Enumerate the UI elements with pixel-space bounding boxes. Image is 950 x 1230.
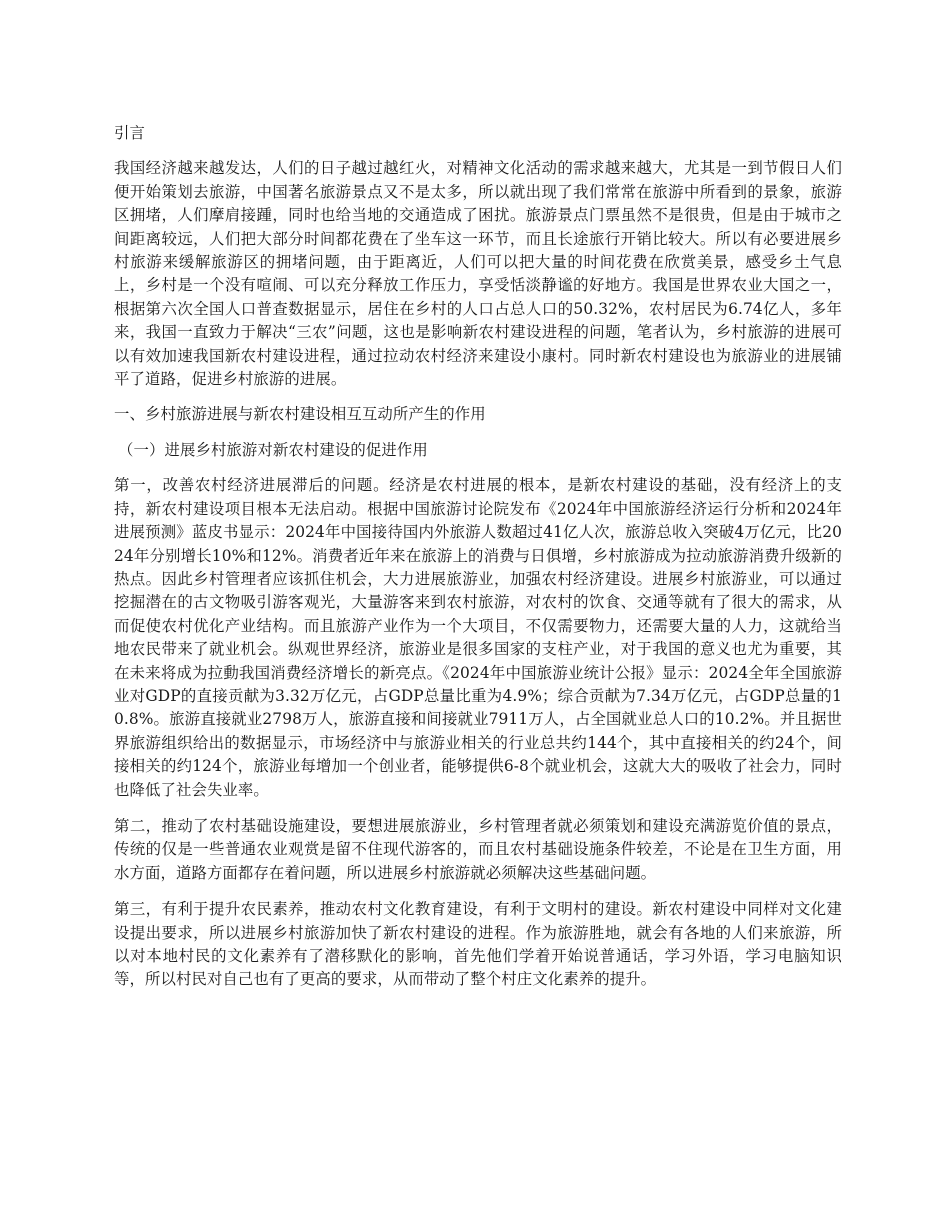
- intro-paragraph: 我国经济越来越发达，人们的日子越过越红火，对精神文化活动的需求越来越大，尤其是一到节假日人们便开始策划去旅游，中国著名旅游景点又不是太多，所以就出现了我们常常在旅游中所看到的景象，旅游区拥堵，人们摩肩接踵，同时也给当地的交通造成了困扰。旅游景点门票虽然不是很贵，但是由于城市之间距离较远，人们把大部分时间都花费在了坐车这一环节，而且长途旅行开销比较大。所以有必要进展乡村旅游来缓解旅游区的拥堵问题，由于距离近，人们可以把大量的时间花费在欣赏美景，感受乡土气息上，乡村是一个没有喧闹、可以充分释放工作压力，享受恬淡静谧的好地方。我国是世界农业大国之一，根据第六次全国人口普查数据显示，居住在乡村的人口占总人口的50.32%，农村居民为6.74亿人，多年来，我国一直致力于解决“三农”问题，这也是影响新农村建设进程的问题，笔者认为，乡村旅游的进展可以有效加速我国新农村建设进程，通过拉动农村经济来建设小康村。同时新农村建设也为旅游业的进展铺平了道路，促进乡村旅游的进展。: [114, 159, 842, 389]
- body-paragraph-2: 第二，推动了农村基础设施建设，要想进展旅游业，乡村管理者就必须策划和建设充满游览价值的景点，传统的仅是一些普通农业观赏是留不住现代游客的，而且农村基础设施条件较差，不论是在卫生方面，用水方面，道路方面都存在着问题，所以进展乡村旅游就必须解决这些基础问题。: [114, 816, 842, 882]
- subsection-heading: （一）进展乡村旅游对新农村建设的促进作用: [118, 440, 428, 459]
- document-page: [114, 122, 842, 1005]
- section-heading: 一、乡村旅游进展与新农村建设相互互动所产生的作用: [114, 405, 486, 424]
- body-paragraph-1: 第一，改善农村经济进展滞后的问题。经济是农村进展的根本，是新农村建设的基础，没有经济上的支持，新农村建设项目根本无法启动。根据中国旅游讨论院发布《2024年中国旅游经济运行分析和2024年进展预测》蓝皮书显示：2024年中国接待国内外旅游人数超过41亿人次，旅游总收入突破4万亿元，比2024年分别增长10%和12%。消费者近年来在旅游上的消费与日俱增，乡村旅游成为拉动旅游消费升级新的热点。因此乡村管理者应该抓住机会，大力进展旅游业，加强农村经济建设。进展乡村旅游业，可以通过挖掘潜在的古文物吸引游客观光，大量游客来到农村旅游，对农村的饮食、交通等就有了很大的需求，从而促使农村优化产业结构。而且旅游产业作为一个大项目，不仅需要物力，还需要大量的人力，这就给当地农民带来了就业机会。纵观世界经济，旅游业是很多国家的支柱产业，对于我国的意义也尤为重要，其在未来将成为拉動我国消费经济增长的新亮点。《2024年中国旅游业统计公报》显示：2024全年全国旅游业对GDP的直接贡献为3.32万亿元，占GDP总量比重为4.9%；综合贡献为7.34万亿元，占GDP总量的10.8%。旅游直接就业2798万人，旅游直接和间接就业7911万人，占全国就业总人口的10.2%。并且据世界旅游组织给出的数据显示，市场经济中与旅游业相关的行业总共约144个，其中直接相关的约24个，间接相关的约124个，旅游业每增加一个创业者，能够提供6-8个就业机会，这就大大的吸收了社会力，同时也降低了社会失业率。: [114, 476, 842, 799]
- body-paragraph-3: 第三，有利于提升农民素养，推动农村文化教育建设，有利于文明村的建设。新农村建设中同样对文化建设提出要求，所以进展乡村旅游加快了新农村建设的进程。作为旅游胜地，就会有各地的人们来旅游，所以对本地村民的文化素养有了潜移默化的影响，首先他们学着开始说普通话，学习外语，学习电脑知识等，所以村民对自己也有了更高的要求，从而带动了整个村庄文化素养的提升。: [114, 900, 842, 989]
- intro-heading: 引言: [114, 124, 145, 142]
